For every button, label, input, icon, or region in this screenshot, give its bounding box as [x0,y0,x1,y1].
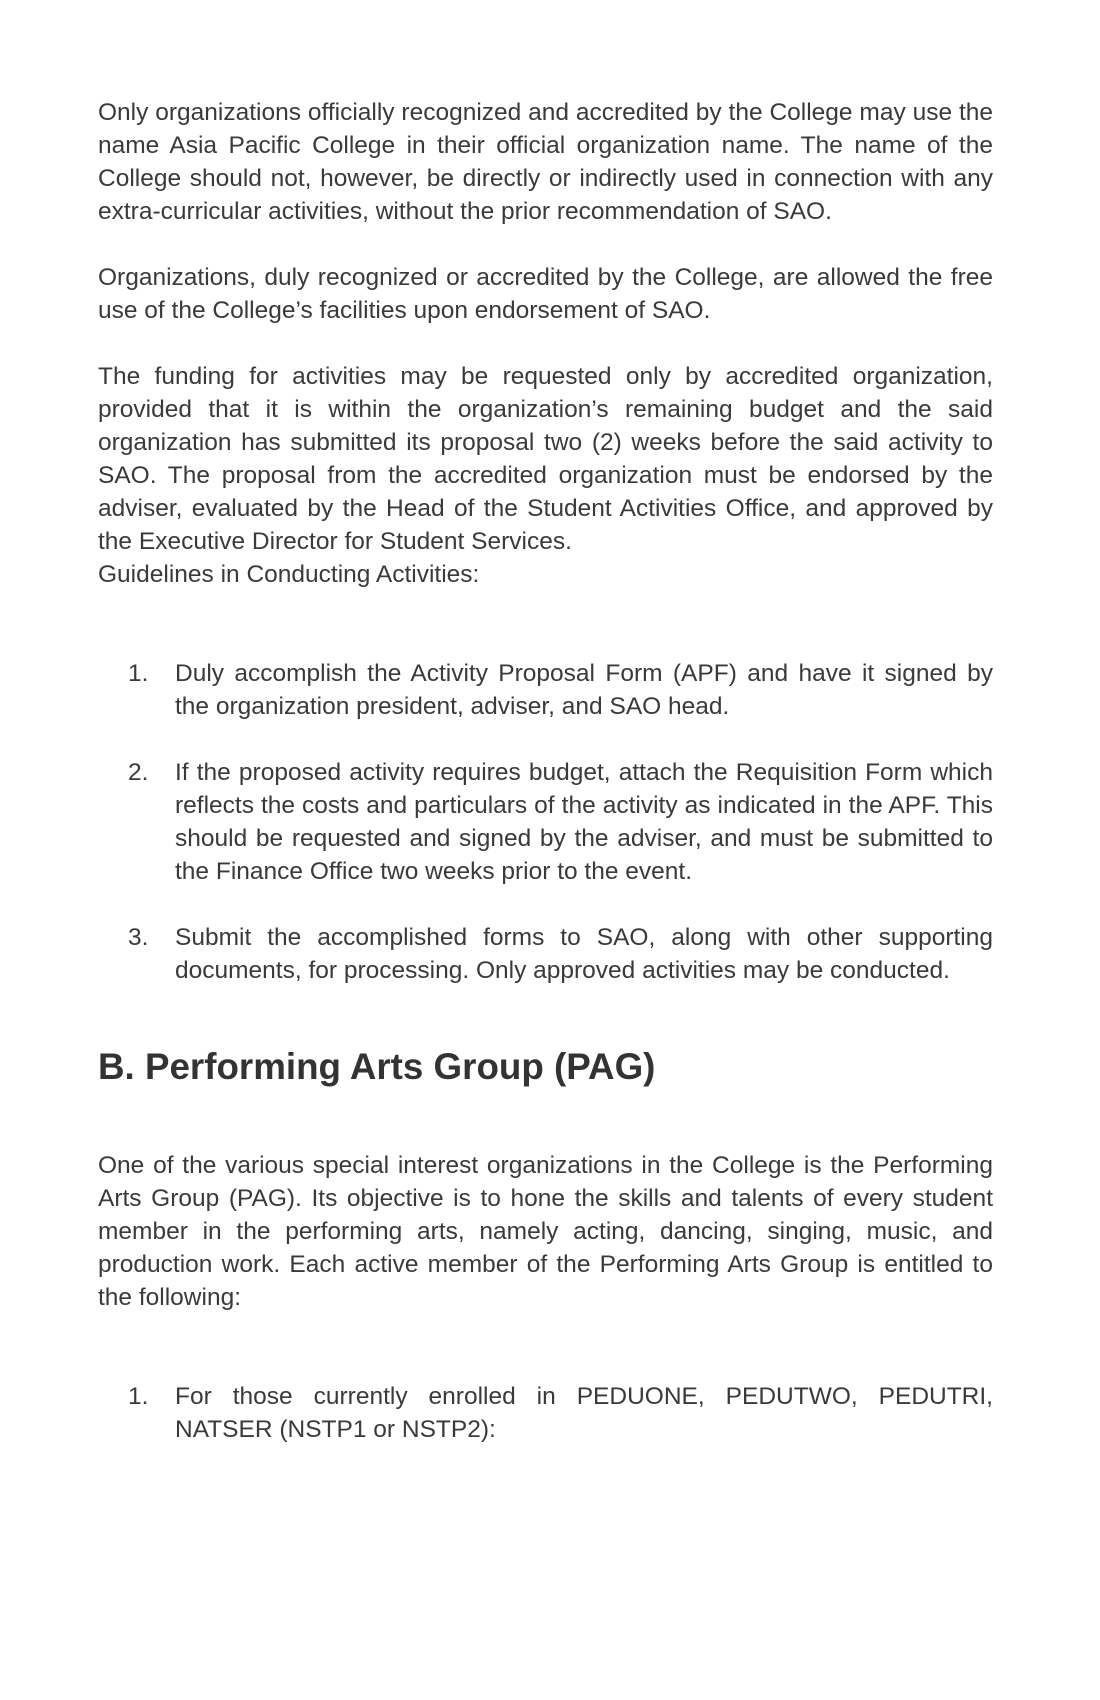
list-number: 1. [128,1383,149,1410]
document-page [98,96,993,1479]
guidelines-list [98,657,993,987]
paragraph-activity-funding: The funding for activities may be requested only by accredited organization, provided that it is within the organization’s remaining budget and the said organization has submitted its proposal two (2) weeks before the said activity to SAO. The proposal from the accredited organization must be endorsed by the adviser, evaluated by the Head of the Student Activities Office, and approved by the Executive Director for Student Services. [98,363,993,555]
guideline-item [98,921,993,987]
guideline-item [98,756,993,888]
paragraph-facilities-use: Organizations, duly recognized or accredited by the College, are allowed the free use of the College’s facilities upon endorsement of SAO. [98,264,993,324]
list-text: Duly accomplish the Activity Proposal Form (APF) and have it signed by the organization president, adviser, and SAO head. [175,660,993,720]
list-number: 3. [128,924,149,951]
section-heading-pag: B. Performing Arts Group (PAG) [98,1046,656,1087]
list-number: 2. [128,759,149,786]
list-text: For those currently enrolled in PEDUONE, PEDUTWO, PEDUTRI, NATSER (NSTP1 or NSTP2): [175,1383,993,1443]
list-number: 1. [128,660,149,687]
list-text: If the proposed activity requires budget, attach the Requisition Form which reflects the costs and particulars of the activity as indicated in the APF. This should be requested and signed by the adviser, and must be submitted to the Finance Office two weeks prior to the event. [175,759,993,885]
guidelines-label: Guidelines in Conducting Activities: [98,561,480,588]
paragraph-college-name-use: Only organizations officially recognized and accredited by the College may use the name Asia Pacific College in their official organization name. The name of the College should not, however, be directly or indirectly used in connection with any extra-curricular activities, without the prior recommendation of SAO. [98,99,993,225]
guideline-item [98,657,993,723]
pag-benefit-item [98,1380,993,1446]
spacer [98,591,993,657]
pag-benefits-list [98,1380,993,1446]
paragraph-pag-intro: One of the various special interest organizations in the College is the Performing Arts Group (PAG). Its objective is to hone the skills and talents of every student member in the performing arts, namely acting, dancing, singing, music, and production work. Each active member of the Performing Arts Group is entitled to the following: [98,1152,993,1311]
list-text: Submit the accomplished forms to SAO, along with other supporting documents, for processing. Only approved activities may be conducted. [175,924,993,984]
